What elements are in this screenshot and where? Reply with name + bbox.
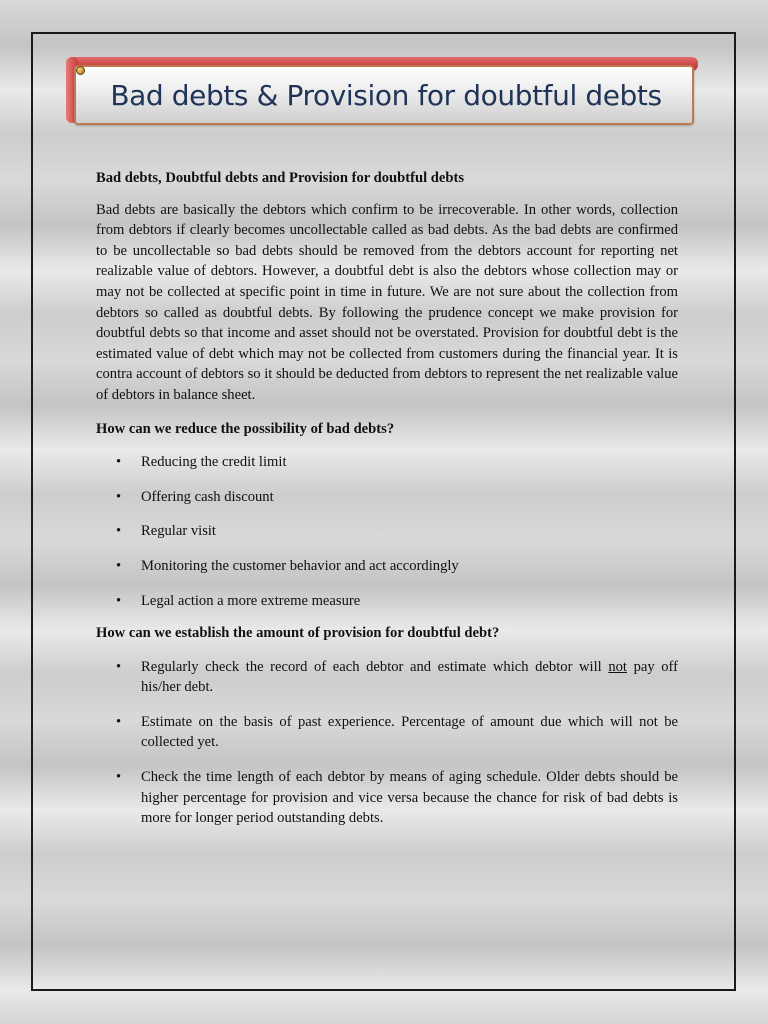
bullet-icon: • [116,488,122,505]
page-title: Bad debts & Provision for doubtful debts [110,79,662,112]
list-item [96,452,678,473]
bullet-icon: • [116,658,122,675]
list-item [96,712,678,753]
section-heading-bad-debts: Bad debts, Doubtful debts and Provision for doubtful debts [96,170,465,186]
underlined-word: not [608,658,627,675]
banner-face [74,65,694,125]
provision-method-list [96,657,678,829]
section-heading-provision-amount: How can we establish the amount of provision for doubtful debt? [96,625,500,642]
bullet-icon: • [116,454,122,471]
bullet-icon: • [116,523,122,540]
list-item [96,487,678,508]
list-item-text [141,659,678,696]
list-item [96,657,678,698]
bullet-icon: • [116,557,122,574]
list-item-text: Reducing the credit limit [141,454,287,471]
intro-paragraph: Bad debts are basically the debtors which confirm to be irrecoverable. In other words, collection from debtors if clearly becomes uncollectable called as bad debts. As the bad debts are confirmed to be uncollectable so bad debts should be removed from the debtors account for reporting net realizable value of debtors. However, a doubtful debt is also the debtors whose collection may or may not be collected at specific point in time in future. We are not sure about the collection from debtors so called as doubtful debts. By following the prudence concept we make provision for doubtful debts so that income and asset should not be overstated. Provision for doubtful debt is the estimated value of debt which may not be collected from customers during the financial year. It is contra account of debtors so it should be deducted from debtors to represent the net realizable value of debtors in balance sheet. [96,201,678,403]
reduce-bad-debts-list [96,452,678,611]
list-item [96,521,678,542]
list-item-text-part: pay off his/her debt. [141,658,678,696]
list-item-text: Estimate on the basis of past experience. Percentage of amount due which will not be collected yet. [141,713,678,751]
bullet-icon: • [116,713,122,730]
section-heading-reduce-bad-debts: How can we reduce the possibility of bad debts? [96,420,395,437]
list-item-text: Monitoring the customer behavior and act accordingly [141,557,459,574]
bullet-icon: • [116,592,122,609]
list-item [96,556,678,577]
list-item [96,767,678,829]
list-item-text: Offering cash discount [141,488,274,505]
document-body [96,168,678,843]
list-item-text-part: Regularly check the record of each debtor and estimate which debtor will [141,658,609,675]
list-item [96,591,678,612]
banner-rivet-icon [76,66,85,75]
list-item-text: Regular visit [141,523,216,540]
list-item-text: Legal action a more extreme measure [141,592,361,609]
title-banner [66,57,698,127]
bullet-icon: • [116,769,122,786]
list-item-text: Check the time length of each debtor by means of aging schedule. Older debts should be higher percentage for provision and vice versa because the chance for risk of bad debts is more for longer period outstanding debts. [141,769,678,827]
